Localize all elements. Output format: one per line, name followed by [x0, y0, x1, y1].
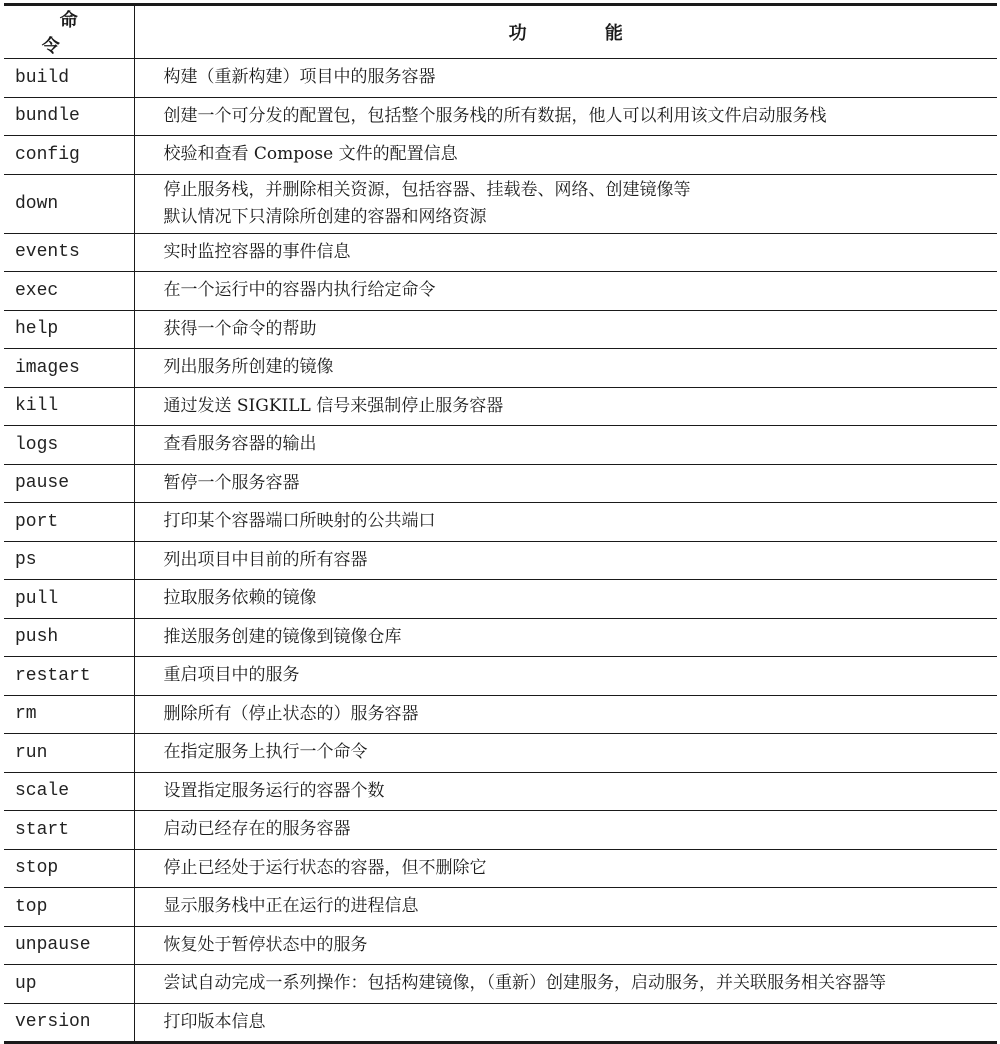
function-text: 列出服务所创建的镜像 [163, 357, 334, 378]
command-cell: pause [4, 464, 134, 503]
function-column-header: 功 能 [134, 5, 997, 59]
command-cell: ps [4, 541, 134, 580]
table-row [4, 97, 997, 136]
function-cell [134, 503, 997, 542]
function-cell [134, 734, 997, 773]
function-text: 实时监控容器的事件信息 [163, 241, 351, 262]
command-cell: logs [4, 426, 134, 465]
function-text: 校验和查看 Compose 文件的配置信息 [163, 144, 458, 165]
table-row [4, 59, 997, 98]
table-row [4, 349, 997, 388]
function-cell [134, 849, 997, 888]
command-cell: exec [4, 272, 134, 311]
function-text: 在指定服务上执行一个命令 [163, 742, 368, 763]
function-cell [134, 772, 997, 811]
command-cell: rm [4, 695, 134, 734]
function-text: 设置指定服务运行的容器个数 [163, 780, 385, 801]
command-cell: stop [4, 849, 134, 888]
table-row [4, 541, 997, 580]
command-cell: kill [4, 387, 134, 426]
function-cell [134, 926, 997, 965]
function-cell [134, 97, 997, 136]
table-header [4, 5, 997, 59]
function-text: 暂停一个服务容器 [163, 472, 300, 493]
table-row [4, 272, 997, 311]
function-cell [134, 174, 997, 233]
function-text: 在一个运行中的容器内执行给定命令 [163, 280, 436, 301]
command-cell: build [4, 59, 134, 98]
command-column-header: 命 令 [4, 5, 134, 59]
function-text: 推送服务创建的镜像到镜像仓库 [163, 626, 402, 647]
table-row [4, 580, 997, 619]
function-cell [134, 233, 997, 272]
function-cell [134, 888, 997, 927]
function-text: 重启项目中的服务 [163, 665, 300, 686]
function-cell [134, 580, 997, 619]
command-cell: start [4, 811, 134, 850]
table-body [4, 59, 997, 1043]
function-cell [134, 1003, 997, 1043]
table-row [4, 387, 997, 426]
table-row [4, 464, 997, 503]
command-cell: version [4, 1003, 134, 1043]
command-cell: push [4, 618, 134, 657]
function-cell [134, 272, 997, 311]
command-cell: events [4, 233, 134, 272]
table-row [4, 772, 997, 811]
function-cell [134, 541, 997, 580]
function-text: 通过发送 SIGKILL 信号来强制停止服务容器 [163, 395, 504, 416]
table-row [4, 888, 997, 927]
function-cell [134, 426, 997, 465]
table-row [4, 811, 997, 850]
command-cell: pull [4, 580, 134, 619]
command-cell: images [4, 349, 134, 388]
function-text: 打印某个容器端口所映射的公共端口 [163, 511, 436, 532]
command-cell: bundle [4, 97, 134, 136]
function-text: 获得一个命令的帮助 [163, 318, 317, 339]
commands-table [4, 3, 997, 1044]
function-cell [134, 349, 997, 388]
function-text: 创建一个可分发的配置包，包括整个服务栈的所有数据，他人可以利用该文件启动服务栈 [163, 105, 827, 126]
command-cell: help [4, 310, 134, 349]
command-cell: scale [4, 772, 134, 811]
table-row [4, 1003, 997, 1043]
table-row [4, 503, 997, 542]
function-text: 尝试自动完成一系列操作：包括构建镜像，（重新）创建服务，启动服务，并关联服务相关容器等 [163, 973, 886, 994]
table-row [4, 233, 997, 272]
table-row [4, 849, 997, 888]
header-row [4, 5, 997, 59]
command-cell: top [4, 888, 134, 927]
function-text: 构建（重新构建）项目中的服务容器 [163, 67, 436, 88]
table-row [4, 136, 997, 175]
function-text: 恢复处于暂停状态中的服务 [163, 934, 368, 955]
function-text: 查看服务容器的输出 [163, 434, 317, 455]
function-cell [134, 59, 997, 98]
table-row [4, 426, 997, 465]
command-cell: down [4, 174, 134, 233]
function-text: 启动已经存在的服务容器 [163, 819, 351, 840]
function-text: 停止已经处于运行状态的容器，但不删除它 [163, 857, 487, 878]
table-row [4, 695, 997, 734]
function-cell [134, 618, 997, 657]
function-cell [134, 310, 997, 349]
command-cell: config [4, 136, 134, 175]
command-cell: run [4, 734, 134, 773]
command-cell: port [4, 503, 134, 542]
table-row [4, 734, 997, 773]
table-row [4, 657, 997, 696]
function-text: 打印版本信息 [163, 1011, 266, 1032]
function-cell [134, 695, 997, 734]
function-cell [134, 136, 997, 175]
command-cell: up [4, 965, 134, 1004]
function-text: 拉取服务依赖的镜像 [163, 588, 317, 609]
table-row [4, 310, 997, 349]
command-cell: restart [4, 657, 134, 696]
table-row [4, 618, 997, 657]
function-text: 停止服务栈，并删除相关资源，包括容器、挂载卷、网络、创建镜像等 [163, 179, 691, 200]
function-cell [134, 387, 997, 426]
function-cell [134, 657, 997, 696]
function-cell [134, 811, 997, 850]
command-cell: unpause [4, 926, 134, 965]
function-text: 默认情况下只清除所创建的容器和网络资源 [163, 206, 487, 227]
function-cell [134, 464, 997, 503]
table-row [4, 174, 997, 233]
function-text: 删除所有（停止状态的）服务容器 [163, 703, 419, 724]
table-row [4, 965, 997, 1004]
function-cell [134, 965, 997, 1004]
function-text: 显示服务栈中正在运行的进程信息 [163, 896, 419, 917]
table-row [4, 926, 997, 965]
function-text: 列出项目中目前的所有容器 [163, 549, 368, 570]
